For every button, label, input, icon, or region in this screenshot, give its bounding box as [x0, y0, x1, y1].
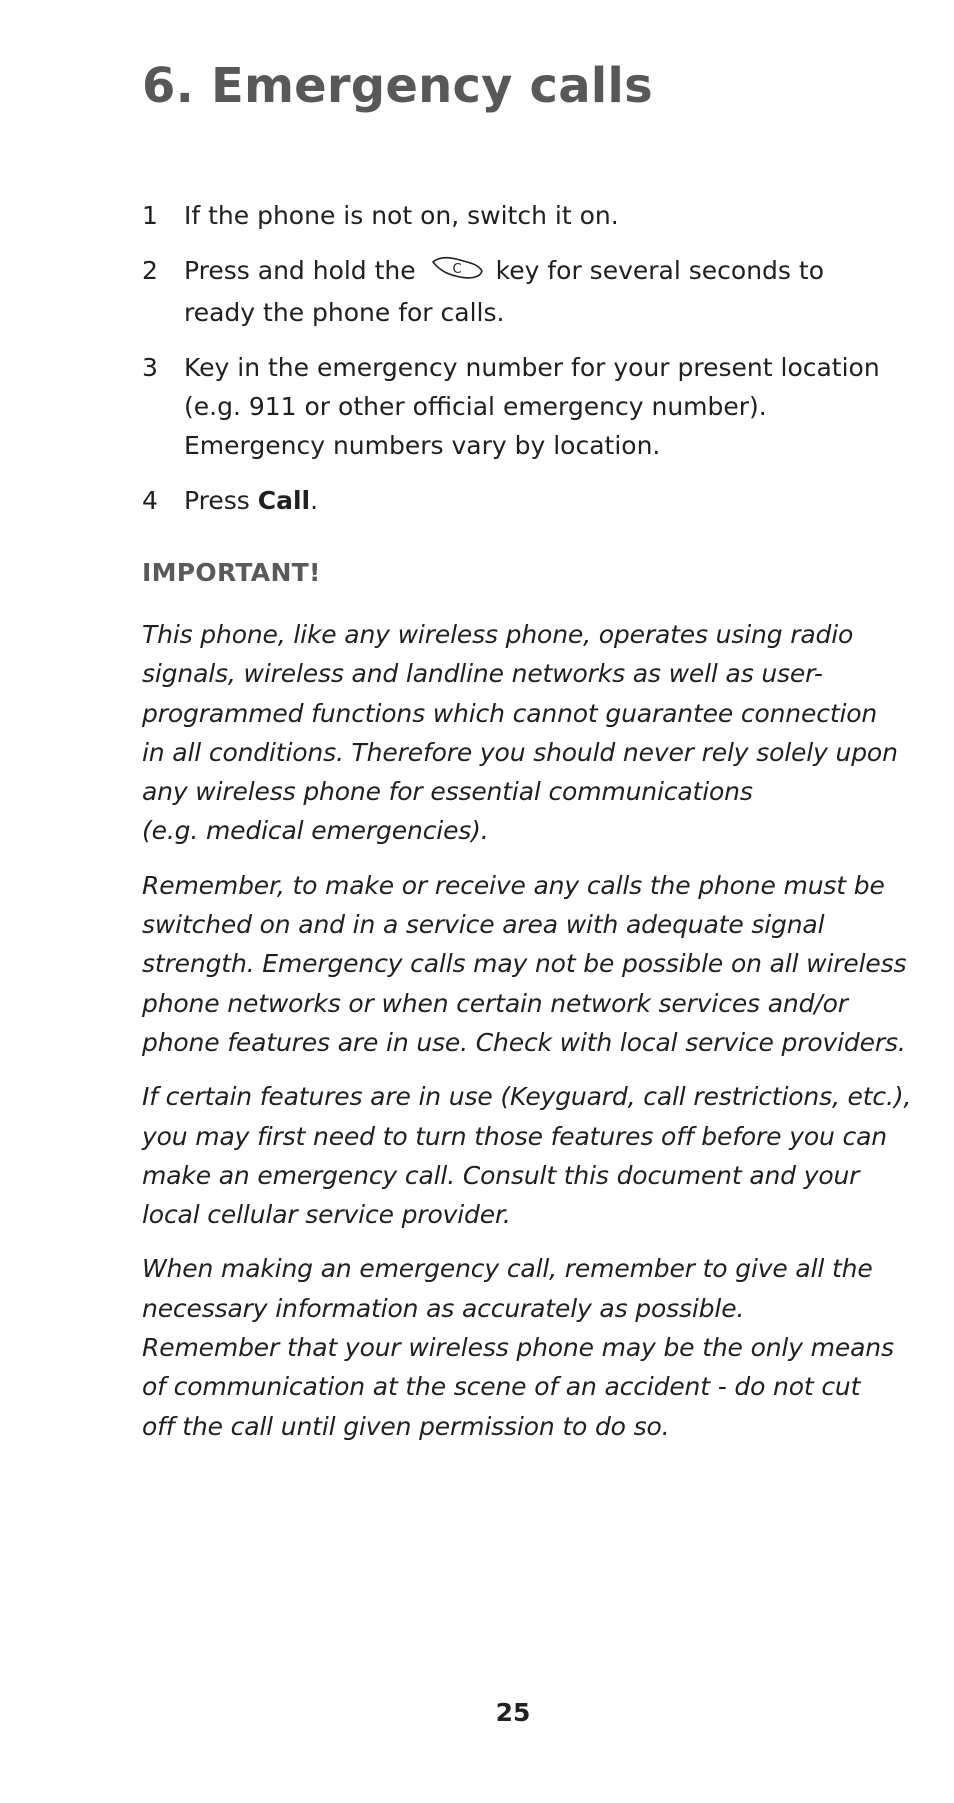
- step-3: [142, 348, 884, 465]
- notice-line: strength. Emergency calls may not be possible on all wireless: [142, 949, 907, 979]
- step-4: [142, 481, 884, 520]
- notice-line: switched on and in a service area with adequate signal: [142, 910, 825, 940]
- notice-line: you may first need to turn those features off before you can: [142, 1121, 887, 1151]
- step-text-before: Press and hold the: [184, 256, 416, 285]
- notice-paragraph-4: [142, 1249, 894, 1445]
- step-text: [184, 251, 884, 332]
- notice-line: in all conditions. Therefore you should never rely solely upon: [142, 737, 898, 767]
- notice-line: Remember that your wireless phone may be the only means: [142, 1333, 894, 1363]
- clear-key-icon: [430, 254, 484, 293]
- steps-list: [142, 196, 884, 536]
- step-text: Key in the emergency number for your present location (e.g. 911 or other official emergency number). Emergency numbers vary by location.: [184, 353, 880, 460]
- notice-paragraph-1: [142, 615, 898, 851]
- notice-paragraph-2: [142, 866, 907, 1062]
- step-number: 2: [142, 256, 158, 285]
- step-text-before: Press: [184, 486, 258, 515]
- notice-line: of communication at the scene of an accident - do not cut: [142, 1372, 861, 1402]
- step-1: [142, 196, 884, 235]
- page-number: 25: [495, 1698, 531, 1727]
- notice-line: local cellular service provider.: [142, 1200, 511, 1230]
- step-number: 1: [142, 201, 158, 230]
- notice-line: make an emergency call. Consult this document and your: [142, 1160, 860, 1190]
- step-number: 3: [142, 353, 158, 382]
- notice-paragraph-3: [142, 1077, 912, 1234]
- notice-line: This phone, like any wireless phone, operates using radio: [142, 620, 854, 649]
- step-text: If the phone is not on, switch it on.: [184, 201, 619, 230]
- step-text-after: key for several seconds to ready the phone for calls.: [184, 256, 824, 327]
- notice-line: phone networks or when certain network services and/or: [142, 988, 848, 1018]
- clear-key-label: C: [452, 262, 462, 277]
- chapter-name: Emergency calls: [210, 58, 653, 114]
- call-softkey-label: Call: [257, 486, 311, 515]
- notice-line: When making an emergency call, remember to give all the: [142, 1254, 873, 1284]
- notice-line: Remember, to make or receive any calls the phone must be: [142, 870, 885, 900]
- notice-line: necessary information as accurately as possible.: [142, 1293, 745, 1323]
- notice-line: phone features are in use. Check with local service providers.: [142, 1027, 906, 1057]
- step-text-after: .: [310, 486, 319, 515]
- notice-line: programmed functions which cannot guarantee connection: [142, 698, 878, 728]
- important-notice: [142, 615, 912, 1461]
- step-text: [184, 481, 884, 520]
- important-heading: IMPORTANT!: [142, 558, 321, 587]
- chapter-title: [142, 58, 653, 114]
- step-2: [142, 251, 884, 332]
- notice-line: (e.g. medical emergencies).: [142, 816, 489, 846]
- notice-line: If certain features are in use (Keyguard, call restrictions, etc.),: [142, 1082, 912, 1112]
- step-number: 4: [142, 486, 158, 515]
- notice-line: signals, wireless and landline networks as well as user-: [142, 659, 823, 689]
- chapter-number: 6.: [142, 58, 195, 114]
- notice-line: off the call until given permission to do so.: [142, 1411, 670, 1441]
- notice-line: any wireless phone for essential communications: [142, 777, 753, 807]
